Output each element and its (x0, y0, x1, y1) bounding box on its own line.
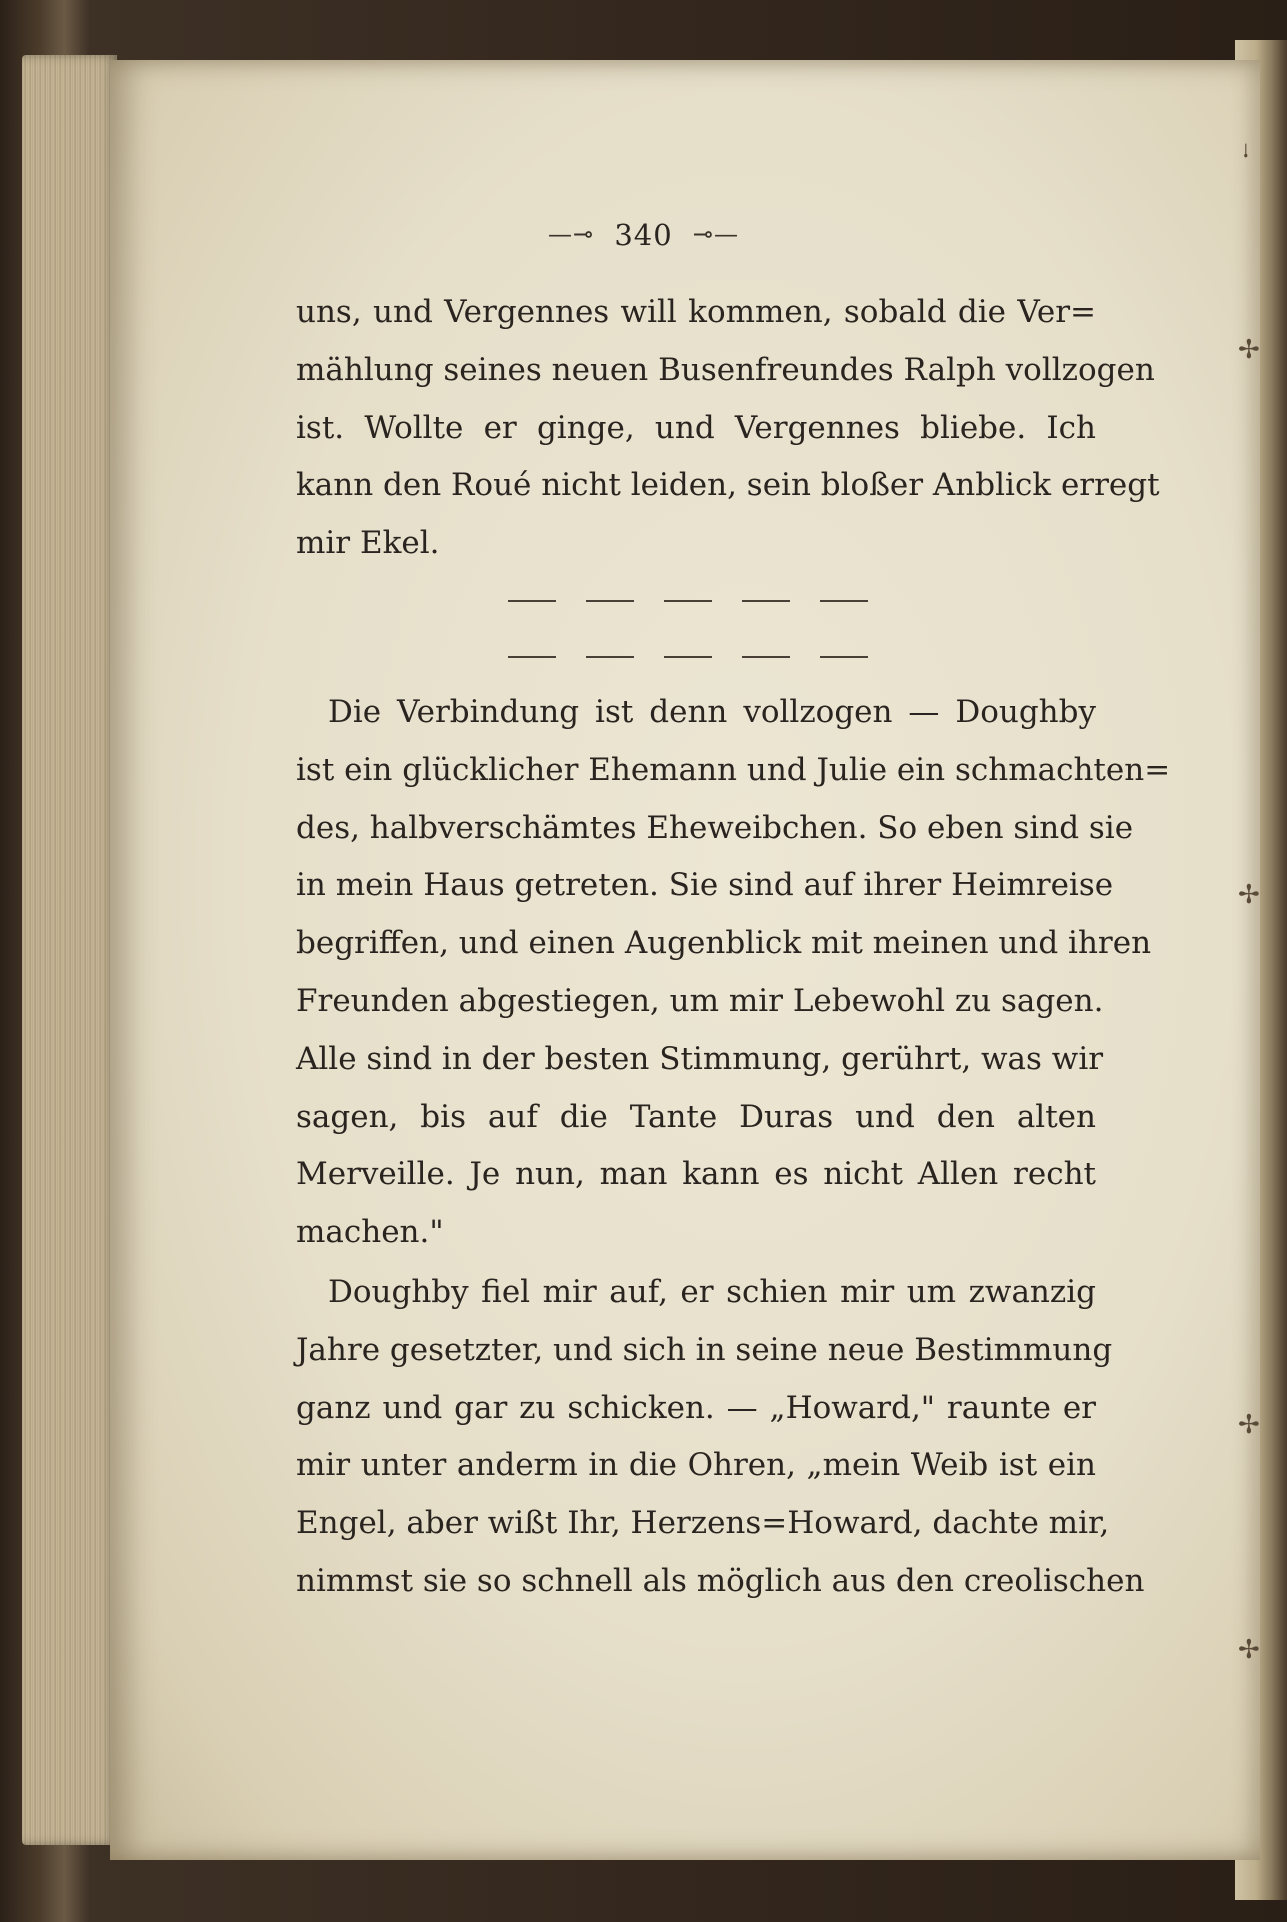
separator-dash (820, 600, 868, 602)
text-line: Engel, aber wißt Ihr, Herzens=Howard, dachte mir, (296, 1505, 1110, 1542)
text-line: Doughby fiel mir auf, er schien mir um zwanzig (328, 1274, 1096, 1310)
text-line: mir unter anderm in die Ohren, „mein Weib ist ein (296, 1447, 1096, 1484)
text-line: ist. Wollte er ginge, und Vergennes bliebe. Ich (296, 409, 1096, 446)
text-line: machen." (296, 1214, 444, 1251)
binding-mark-icon: ᛍ (1238, 140, 1254, 170)
text-line: sagen, bis auf die Tante Duras und den alten (296, 1098, 1096, 1135)
text-line: ganz und gar zu schicken. — „Howard," raunte er (296, 1389, 1096, 1426)
binding-mark-icon: ✢ (1238, 335, 1260, 365)
page-header (0, 218, 1287, 252)
page-number: 340 (614, 218, 673, 252)
separator-dash (508, 600, 556, 602)
separator-dash (820, 656, 868, 658)
paragraph-1 (296, 284, 1160, 573)
binding-mark-icon: ✢ (1238, 880, 1260, 910)
page-stack-edges (22, 55, 117, 1845)
paragraph-3 (296, 1264, 1145, 1611)
header-ornament-right-icon: ⊸— (692, 220, 739, 248)
separator-dash (664, 600, 712, 602)
paragraph-2 (296, 684, 1171, 1262)
section-separator-dashes (508, 656, 868, 660)
separator-dash (664, 656, 712, 658)
separator-dash (742, 600, 790, 602)
header-ornament-left-icon: —⊸ (547, 220, 595, 248)
text-line: in mein Haus getreten. Sie sind auf ihrer Heimreise (296, 867, 1114, 904)
text-line: begriffen, und einen Augenblick mit meinen und ihren (296, 925, 1152, 962)
separator-dash (586, 600, 634, 602)
text-line: Jahre gesetzter, und sich in seine neue Bestimmung (296, 1331, 1113, 1368)
separator-dash (586, 656, 634, 658)
separator-dash (508, 656, 556, 658)
binding-mark-icon: ✢ (1238, 1410, 1260, 1440)
separator-dash (742, 656, 790, 658)
section-separator-dashes (508, 600, 868, 604)
text-line: Alle sind in der besten Stimmung, gerührt, was wir (296, 1040, 1104, 1077)
text-line: mählung seines neuen Busenfreundes Ralph vollzogen (296, 351, 1155, 388)
text-line: Freunden abgestiegen, um mir Lebewohl zu sagen. (296, 982, 1104, 1019)
text-line: Merveille. Je nun, man kann es nicht Allen recht (296, 1156, 1096, 1193)
text-line: Die Verbindung ist denn vollzogen — Doughby (328, 694, 1096, 730)
text-line: kann den Roué nicht leiden, sein bloßer Anblick erregt (296, 467, 1160, 504)
text-line: des, halbverschämtes Eheweibchen. So eben sind sie (296, 809, 1134, 846)
text-line: nimmst sie so schnell als möglich aus den creolischen (296, 1562, 1145, 1599)
text-line: uns, und Vergennes will kommen, sobald die Ver= (296, 294, 1096, 330)
text-line: mir Ekel. (296, 525, 440, 562)
binding-mark-icon: ✢ (1238, 1635, 1260, 1665)
text-line: ist ein glücklicher Ehemann und Julie ein schmachten= (296, 751, 1171, 788)
